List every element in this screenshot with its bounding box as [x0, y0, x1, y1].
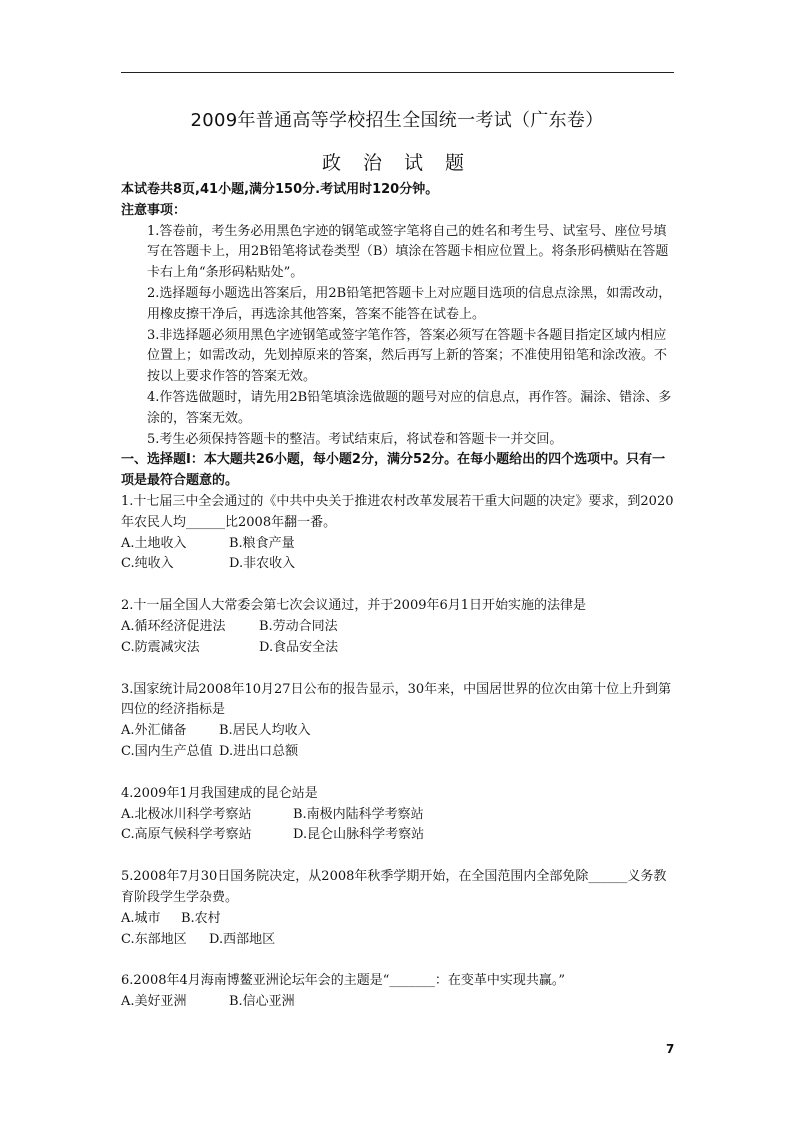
note-item: 5.考生必须保持答题卡的整洁。考试结束后，将试卷和答题卡一并交回。 — [147, 431, 563, 447]
question-stem: 2.十一届全国人大常委会第七次会议通过，并于2009年6月1日开始实施的法律是 — [121, 598, 587, 614]
page-subtitle: 政 治 试 题 — [321, 152, 473, 174]
question-1 — [121, 492, 677, 575]
exam-body — [121, 180, 677, 1013]
option-a: A.城市 — [121, 910, 161, 926]
option-a: A.北极冰川科学考察站 — [121, 806, 252, 822]
option-c: C.高原气候科学考察站 — [121, 827, 252, 843]
option-b: B.劳动合同法 — [259, 618, 338, 634]
question-5 — [121, 867, 677, 950]
question-2 — [121, 596, 677, 658]
option-c: C.东部地区 — [121, 931, 187, 947]
option-a: A.循环经济促进法 — [121, 618, 226, 634]
header-rule — [121, 72, 674, 73]
option-d: D.昆仑山脉科学考察站 — [293, 827, 425, 843]
option-row — [121, 825, 677, 846]
option-row — [121, 617, 677, 638]
option-d: D.西部地区 — [209, 931, 276, 947]
option-row — [121, 721, 677, 742]
option-b: B.信心亚洲 — [229, 994, 295, 1010]
option-d: D.食品安全法 — [259, 639, 339, 655]
option-a: A.美好亚洲 — [121, 994, 187, 1010]
question-stem: 1.十七届三中全会通过的《中共中央关于推进农村改革发展若干重大问题的决定》要求，到2020年农民人均______比2008年翻一番。 — [121, 493, 674, 530]
page-title: 2009年普通高等学校招生全国统一考试（广东卷） — [190, 110, 604, 131]
option-b: B.粮食产量 — [229, 535, 295, 551]
note-item: 1.答卷前，考生务必用黑色字迹的钢笔或签字笔将自己的姓名和考生号、试室号、座位号填写在答题卡上，用2B铅笔将试卷类型（B）填涂在答题卡相应位置上。将条形码横贴在答题卡右上角“条形码粘贴处”。 — [147, 223, 669, 281]
question-stem: 5.2008年7月30日国务院决定，从2008年秋季学期开始，在全国范围内全部免除______义务教育阶段学生学杂费。 — [121, 869, 667, 905]
question-stem: 4.2009年1月我国建成的昆仑站是 — [121, 785, 318, 801]
option-d: D.非农收入 — [229, 556, 296, 572]
option-row — [121, 930, 677, 951]
question-stem: 3.国家统计局2008年10月27日公布的报告显示，30年来，中国居世界的位次由第十位上升到第四位的经济指标是 — [121, 681, 672, 718]
section-heading: 一、选择题Ⅰ：本大题共26小题，每小题2分，满分52分。在每小题给出的四个选项中。只有一项是最符合题意的。 — [121, 452, 666, 489]
question-6 — [121, 971, 677, 1013]
option-row — [121, 909, 677, 930]
option-c: C.纯收入 — [121, 556, 174, 572]
option-row — [121, 638, 677, 659]
option-a: A.外汇储备 — [121, 723, 187, 739]
question-4 — [121, 784, 677, 846]
option-b: B.南极内陆科学考察站 — [293, 806, 424, 822]
notes-heading: 注意事项： — [121, 202, 187, 218]
note-item: 4.作答选做题时，请先用2B铅笔填涂选做题的题号对应的信息点，再作答。漏涂、错涂、多涂的，答案无效。 — [147, 389, 672, 426]
option-row — [121, 534, 677, 555]
option-row — [121, 742, 677, 763]
option-d: D.进出口总额 — [219, 743, 299, 759]
exam-info: 本试卷共8页,41小题,满分150分.考试用时120分钟。 — [121, 182, 439, 197]
option-b: B.居民人均收入 — [219, 723, 311, 739]
note-item: 3.非选择题必须用黑色字迹钢笔或签字笔作答，答案必须写在答题卡各题目指定区域内相应位置上；如需改动，先划掉原来的答案，然后再写上新的答案；不准使用铅笔和涂改液。不按以上要求作答的答案无效。 — [147, 327, 668, 385]
note-item: 2.选择题每小题选出答案后，用2B铅笔把答题卡上对应题目选项的信息点涂黑，如需改动，用橡皮擦干净后，再选涂其他答案，答案不能答在试卷上。 — [147, 285, 672, 322]
page-number: 7 — [666, 1042, 675, 1056]
option-row — [121, 805, 677, 826]
option-c: C.防震减灾法 — [121, 639, 200, 655]
question-stem: 6.2008年4月海南博鳌亚洲论坛年会的主题是“_______：在变革中实现共赢。” — [121, 973, 566, 989]
option-b: B.农村 — [181, 910, 221, 926]
question-3 — [121, 680, 677, 763]
option-a: A.土地收入 — [121, 535, 187, 551]
option-c: C.国内生产总值 — [121, 743, 213, 759]
option-row — [121, 554, 677, 575]
option-row — [121, 992, 677, 1013]
